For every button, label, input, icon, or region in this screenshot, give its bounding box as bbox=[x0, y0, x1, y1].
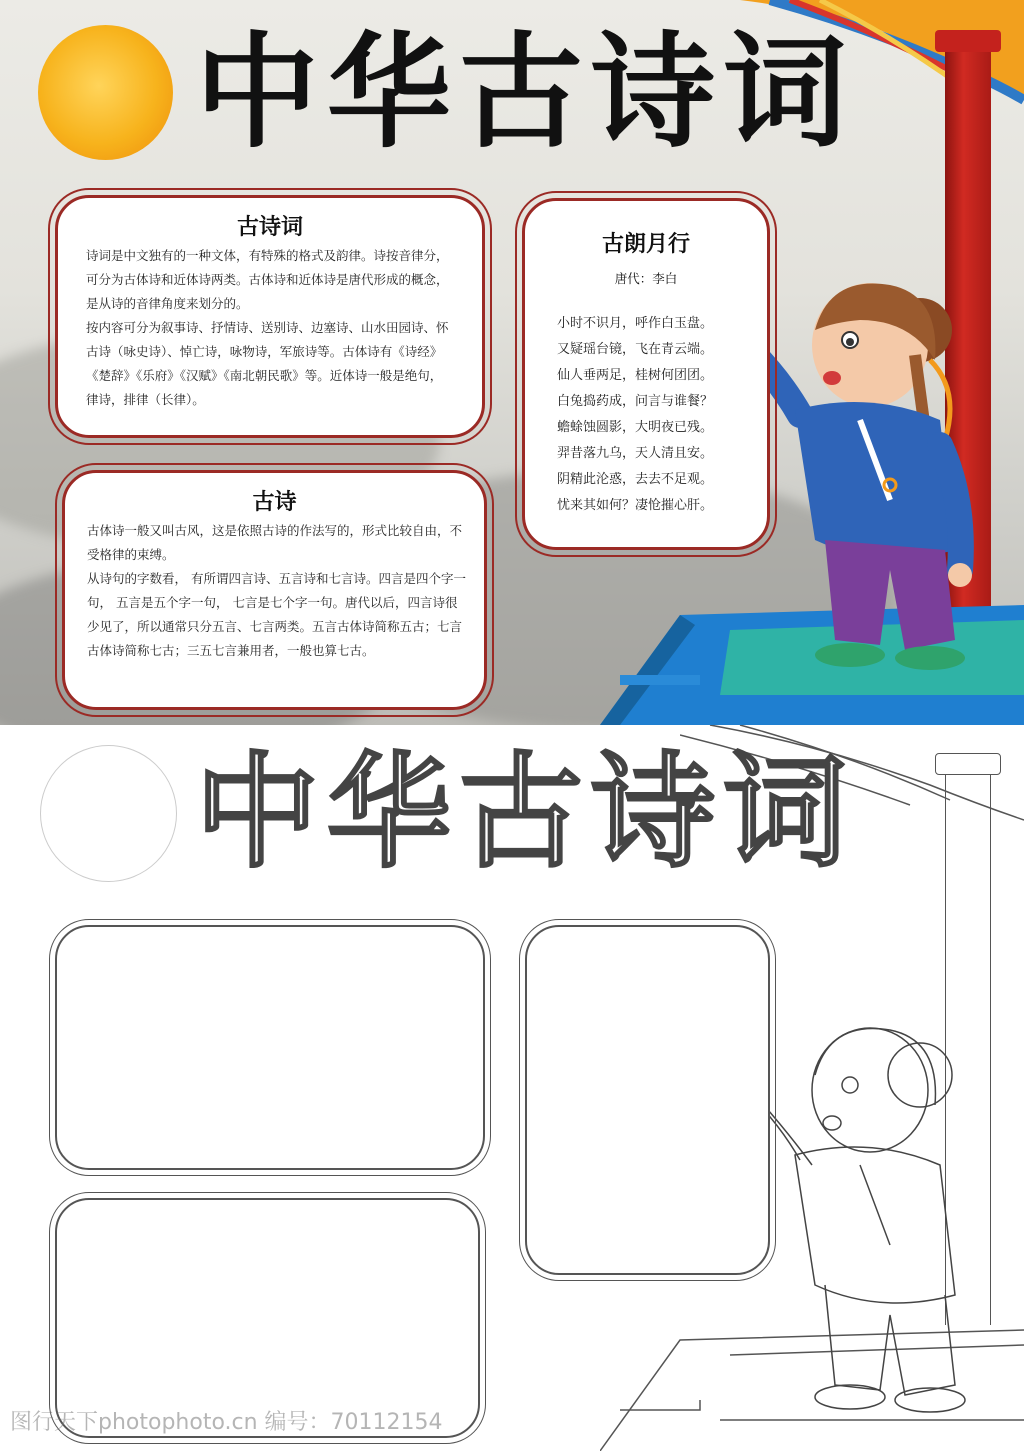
poem-line: 蟾蜍蚀圆影，大明夜已残。 bbox=[557, 420, 714, 435]
panel-gushi-body bbox=[87, 519, 467, 663]
poem-line: 忧来其如何？凄怆摧心肝。 bbox=[557, 498, 714, 513]
lineart-poster bbox=[0, 725, 1024, 1451]
poem-line: 阴精此沦惑，去去不足观。 bbox=[557, 472, 714, 487]
child-illustration bbox=[740, 270, 980, 680]
pillar-cap-outline bbox=[935, 753, 1001, 775]
poem-title: 古朗月行 bbox=[601, 232, 690, 257]
poem-line: 羿昔落九乌，天人清且安。 bbox=[557, 446, 714, 461]
outline-title: 中华古诗词 bbox=[195, 740, 856, 885]
paragraph: 诗词是中文独有的一种文体，有特殊的格式及韵律。诗按音律分，可分为古体诗和近体诗两类。古体诗和近体诗是唐代形成的概念，是从诗的音律角度来划分的。 bbox=[86, 248, 449, 311]
panel-poem bbox=[522, 198, 770, 550]
poem-line: 白兔捣药成，问言与谁餐？ bbox=[557, 394, 714, 409]
empty-frame bbox=[55, 925, 485, 1170]
panel-gushici bbox=[55, 195, 485, 438]
page-title: 中华古诗词 bbox=[195, 20, 856, 165]
panel-gushici-title: 古诗词 bbox=[236, 215, 303, 240]
poem-line: 仙人垂两足，桂树何团团。 bbox=[557, 368, 714, 383]
paragraph: 从诗句的字数看， 有所谓四言诗、五言诗和七言诗。四言是四个字一句， 五言是五个字一句， 七言是七个字一句。唐代以后，四言诗很少见了，所以通常只分五言、七言两类。五言古体诗简称五古；七言古体诗简称七古；三五七言兼用者，一般也算七古。 bbox=[87, 571, 466, 658]
panel-gushici-body bbox=[86, 244, 456, 412]
pillar-cap bbox=[935, 30, 1001, 52]
poem-line: 又疑瑶台镜，飞在青云端。 bbox=[557, 342, 714, 357]
empty-frame bbox=[525, 925, 770, 1275]
child-outline-illustration bbox=[740, 1015, 980, 1415]
panel-gushi bbox=[62, 470, 487, 710]
poem-author: 唐代：李白 bbox=[614, 271, 678, 286]
colored-poster bbox=[0, 0, 1024, 725]
sun-outline-icon bbox=[40, 745, 177, 882]
watermark: 图行天下photophoto.cn 编号：70112154 bbox=[10, 1410, 443, 1435]
panel-gushi-title: 古诗 bbox=[252, 490, 297, 515]
poem-line: 小时不识月，呼作白玉盘。 bbox=[557, 316, 714, 331]
sun-icon bbox=[38, 25, 173, 160]
paragraph: 按内容可分为叙事诗、抒情诗、送别诗、边塞诗、山水田园诗、怀古诗（咏史诗）、悼亡诗，咏物诗，军旅诗等。古体诗有《诗经》《楚辞》《乐府》《汉赋》《南北朝民歌》等。近体诗一般是绝句， 律诗，排律（长律）。 bbox=[86, 320, 449, 407]
paragraph: 古体诗一般又叫古风，这是依照古诗的作法写的，形式比较自由，不受格律的束缚。 bbox=[87, 523, 463, 562]
empty-frame bbox=[55, 1198, 480, 1438]
poem-lines bbox=[557, 311, 757, 519]
